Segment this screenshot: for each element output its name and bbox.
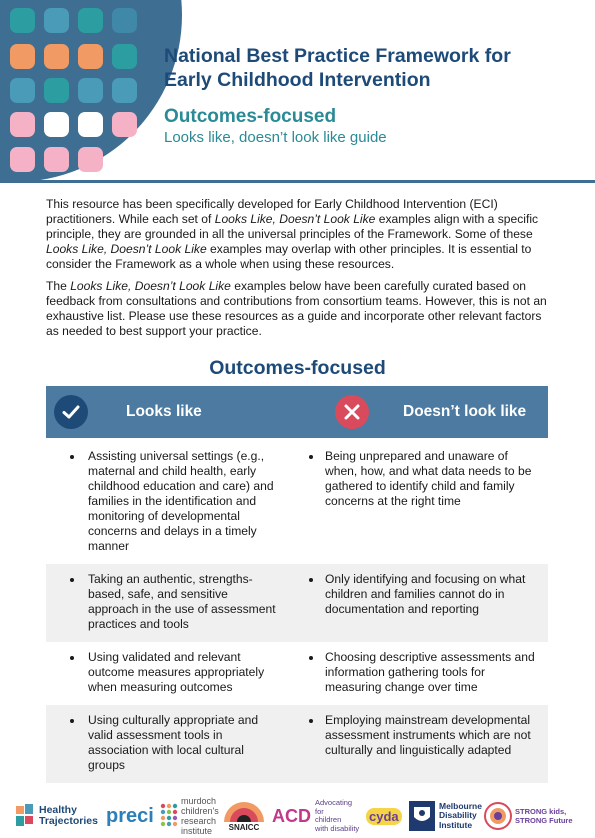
snaicc-sun-icon (222, 800, 266, 822)
table-cell-doesnt-look-like: Only identifying and focusing on what children and families cannot do in documentation and reporting (295, 564, 548, 642)
header-looks-like-label: Looks like (126, 403, 202, 420)
partner-logos (0, 793, 595, 838)
bullet-icon (309, 578, 313, 582)
text-run: examples below have been carefully curated based on feedback from consultations and contributions from consortium teams. However, this is not an exhaustive list. Please use these resources as a guide and incorporate other relevant factors as needed to best support your practice. (46, 279, 547, 338)
strong-kids-emblem-icon (484, 802, 512, 830)
logo-mcri: murdoch children's research institute (160, 799, 219, 833)
logo-acd: ACD Advocating for children with disability (272, 798, 360, 833)
header-looks-like (46, 386, 295, 438)
table-cell-doesnt-look-like: Employing mainstream developmental assessment instruments which are not culturally and linguistically adapted (295, 705, 548, 783)
bullet-icon (70, 656, 74, 660)
page-header (0, 0, 595, 183)
page-title (164, 44, 584, 92)
intro-paragraph-2 (46, 279, 550, 339)
bullet-icon (309, 455, 313, 459)
healthy-trajectories-icon (16, 804, 36, 828)
title-line-2: Early Childhood Intervention (164, 69, 431, 91)
page-subsubtitle: Looks like, doesn’t look like guide (164, 129, 387, 146)
text-run: examples may overlap with other principles. It is essential to consider the Framework as a whole when using these resources. (46, 242, 532, 271)
logo-preci: preci (106, 804, 154, 827)
table-header (46, 386, 548, 438)
logo-strong-kids: STRONG kids, STRONG Future (484, 799, 573, 833)
italic-phrase: Looks Like, Doesn’t Look Like (46, 242, 207, 256)
bullet-icon (309, 719, 313, 723)
cross-icon (335, 395, 369, 429)
table-row (46, 642, 548, 705)
table-cell-looks-like: Using validated and relevant outcome measures appropriately when measuring outcomes (46, 642, 295, 705)
page-subtitle: Outcomes-focused (164, 106, 337, 127)
logo-healthy-trajectories: Healthy Trajectories (16, 799, 98, 833)
table-row (46, 705, 548, 783)
table-row (46, 441, 548, 564)
university-crest-icon (409, 801, 435, 831)
table-cell-looks-like: Taking an authentic, strengths-based, safe, and sensitive approach in the use of assessment practices and tools (46, 564, 295, 642)
text-run: This resource has been specifically developed for Early Childhood Intervention (ECI) practitioners. While each set of (46, 197, 498, 226)
table-cell-doesnt-look-like: Choosing descriptive assessments and information gathering tools for measuring change over time (295, 642, 548, 705)
text-run: examples align with a specific principle, they are grounded in all the universal principles of the Framework. Some of these (46, 212, 539, 241)
table-cell-looks-like: Assisting universal settings (e.g., maternal and child health, early childhood education and care) and families in the identification and monitoring of developmental concerns and delays in a timely manner (46, 441, 295, 564)
header-doesnt-look-like-label: Doesn’t look like (403, 403, 527, 420)
header-doesnt-look-like (295, 386, 548, 438)
intro-paragraph-1 (46, 197, 550, 272)
table-row (46, 564, 548, 642)
text-run: The (46, 279, 71, 293)
italic-phrase: Looks Like, Doesn’t Look Like (70, 279, 231, 293)
bullet-icon (309, 656, 313, 660)
intro-text (46, 197, 550, 346)
check-icon (54, 395, 88, 429)
bullet-icon (70, 578, 74, 582)
logo-snaicc: SNAICC (222, 799, 266, 833)
header-rule (0, 180, 595, 183)
section-title: Outcomes-focused (209, 357, 386, 379)
italic-phrase: Looks Like, Doesn’t Look Like (214, 212, 376, 226)
table-cell-doesnt-look-like: Being unprepared and unaware of when, how, and what data needs to be gathered to identify child and family concerns at the right time (295, 441, 548, 564)
mcri-dots-icon (160, 803, 178, 829)
title-line-1: National Best Practice Framework for (164, 45, 511, 67)
title-block (164, 44, 584, 147)
bullet-icon (70, 719, 74, 723)
table-cell-looks-like: Using culturally appropriate and valid assessment tools in association with local cultural groups (46, 705, 295, 783)
bullet-icon (70, 455, 74, 459)
logo-cyda: cyda (366, 799, 402, 833)
logo-melbourne-disability-institute: Melbourne Disability Institute (409, 799, 482, 833)
comparison-table (46, 386, 548, 783)
